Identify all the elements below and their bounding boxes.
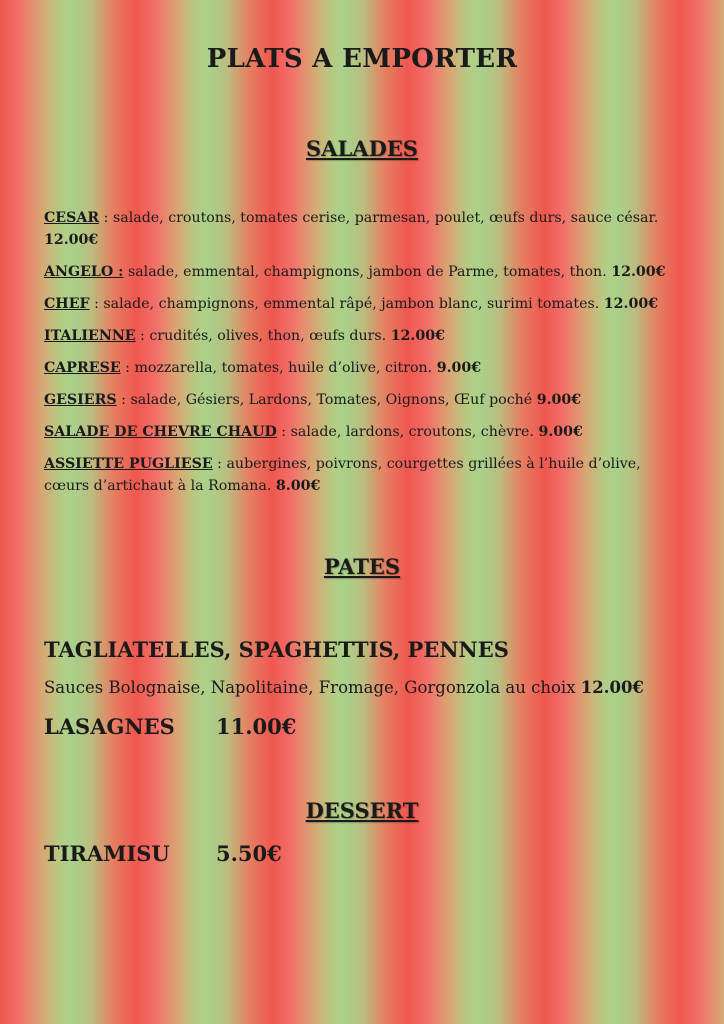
salad-description: salade, Gésiers, Lardons, Tomates, Oignons, Œuf poché xyxy=(130,392,533,408)
salad-name: SALADE DE CHEVRE CHAUD xyxy=(44,424,277,440)
lasagnes-price: 11.00€ xyxy=(216,714,297,739)
salad-description: salade, lardons, croutons, chèvre. xyxy=(290,424,534,440)
salad-name: CHEF xyxy=(44,296,90,312)
salad-item: CESAR : salade, croutons, tomates cerise, parmesan, poulet, œufs durs, sauce césar. 12.00€ xyxy=(44,210,659,248)
salad-name: ASSIETTE PUGLIESE xyxy=(44,456,213,472)
lasagnes-name: LASAGNES xyxy=(44,714,175,739)
salad-item: SALADE DE CHEVRE CHAUD : salade, lardons, croutons, chèvre. 9.00€ xyxy=(44,424,583,440)
pasta-heading: TAGLIATELLES, SPAGHETTIS, PENNES xyxy=(44,637,509,662)
salad-price: 8.00€ xyxy=(275,478,321,494)
section-heading-pates: PATES xyxy=(323,554,401,579)
salad-item xyxy=(44,261,684,283)
section-heading-salades: SALADES xyxy=(306,136,418,161)
salad-item: GESIERS : salade, Gésiers, Lardons, Tomates, Oignons, Œuf poché 9.00€ xyxy=(44,392,582,408)
pasta-price: 12.00€ xyxy=(580,678,644,697)
page-title: PLATS A EMPORTER xyxy=(206,44,518,74)
tiramisu-row xyxy=(44,841,282,866)
salad-name: CESAR xyxy=(44,210,100,226)
tiramisu-price: 5.50€ xyxy=(216,841,282,866)
salad-price: 12.00€ xyxy=(603,296,659,312)
salad-price: 9.00€ xyxy=(538,424,583,440)
lasagnes-row xyxy=(44,714,297,739)
salad-price: 12.00€ xyxy=(611,264,666,280)
salad-name: ITALIENNE xyxy=(44,328,136,344)
salad-price: 12.00€ xyxy=(44,232,99,248)
salad-description: mozzarella, tomates, huile d’olive, citron. xyxy=(134,360,433,376)
section-heading-dessert: DESSERT xyxy=(305,798,419,823)
pasta-sauces-text: Sauces Bolognaise, Napolitaine, Fromage, Gorgonzola au choix xyxy=(44,678,576,697)
salad-description: salade, champignons, emmental râpé, jambon blanc, surimi tomates. xyxy=(103,296,600,312)
salad-list xyxy=(44,207,684,507)
salad-description: crudités, olives, thon, œufs durs. xyxy=(149,328,387,344)
pasta-sauces xyxy=(44,678,644,697)
salad-name: ANGELO : xyxy=(44,264,124,280)
salad-description: salade, emmental, champignons, jambon de Parme, tomates, thon. xyxy=(127,264,607,280)
salad-item: ITALIENNE : crudités, olives, thon, œufs durs. 12.00€ xyxy=(44,328,445,344)
salad-description: salade, croutons, tomates cerise, parmesan, poulet, œufs durs, sauce césar. xyxy=(112,210,659,226)
salad-name: CAPRESE xyxy=(44,360,121,376)
salad-price: 12.00€ xyxy=(390,328,445,344)
salad-name: GESIERS xyxy=(44,392,117,408)
tiramisu-name: TIRAMISU xyxy=(44,841,170,866)
salad-price: 9.00€ xyxy=(536,392,582,408)
salad-item: CHEF : salade, champignons, emmental râpé, jambon blanc, surimi tomates. 12.00€ xyxy=(44,296,659,312)
salad-description: aubergines, poivrons, courgettes grillées à l’huile d’olive, cœurs d’artichaut à la Romana. xyxy=(44,456,641,494)
salad-price: 9.00€ xyxy=(436,360,482,376)
salad-item: CAPRESE : mozzarella, tomates, huile d’olive, citron. 9.00€ xyxy=(44,360,482,376)
salad-item: ASSIETTE PUGLIESE : aubergines, poivrons, courgettes grillées à l’huile d’olive, cœurs d’artichaut à la Romana. 8.00€ xyxy=(44,456,641,494)
